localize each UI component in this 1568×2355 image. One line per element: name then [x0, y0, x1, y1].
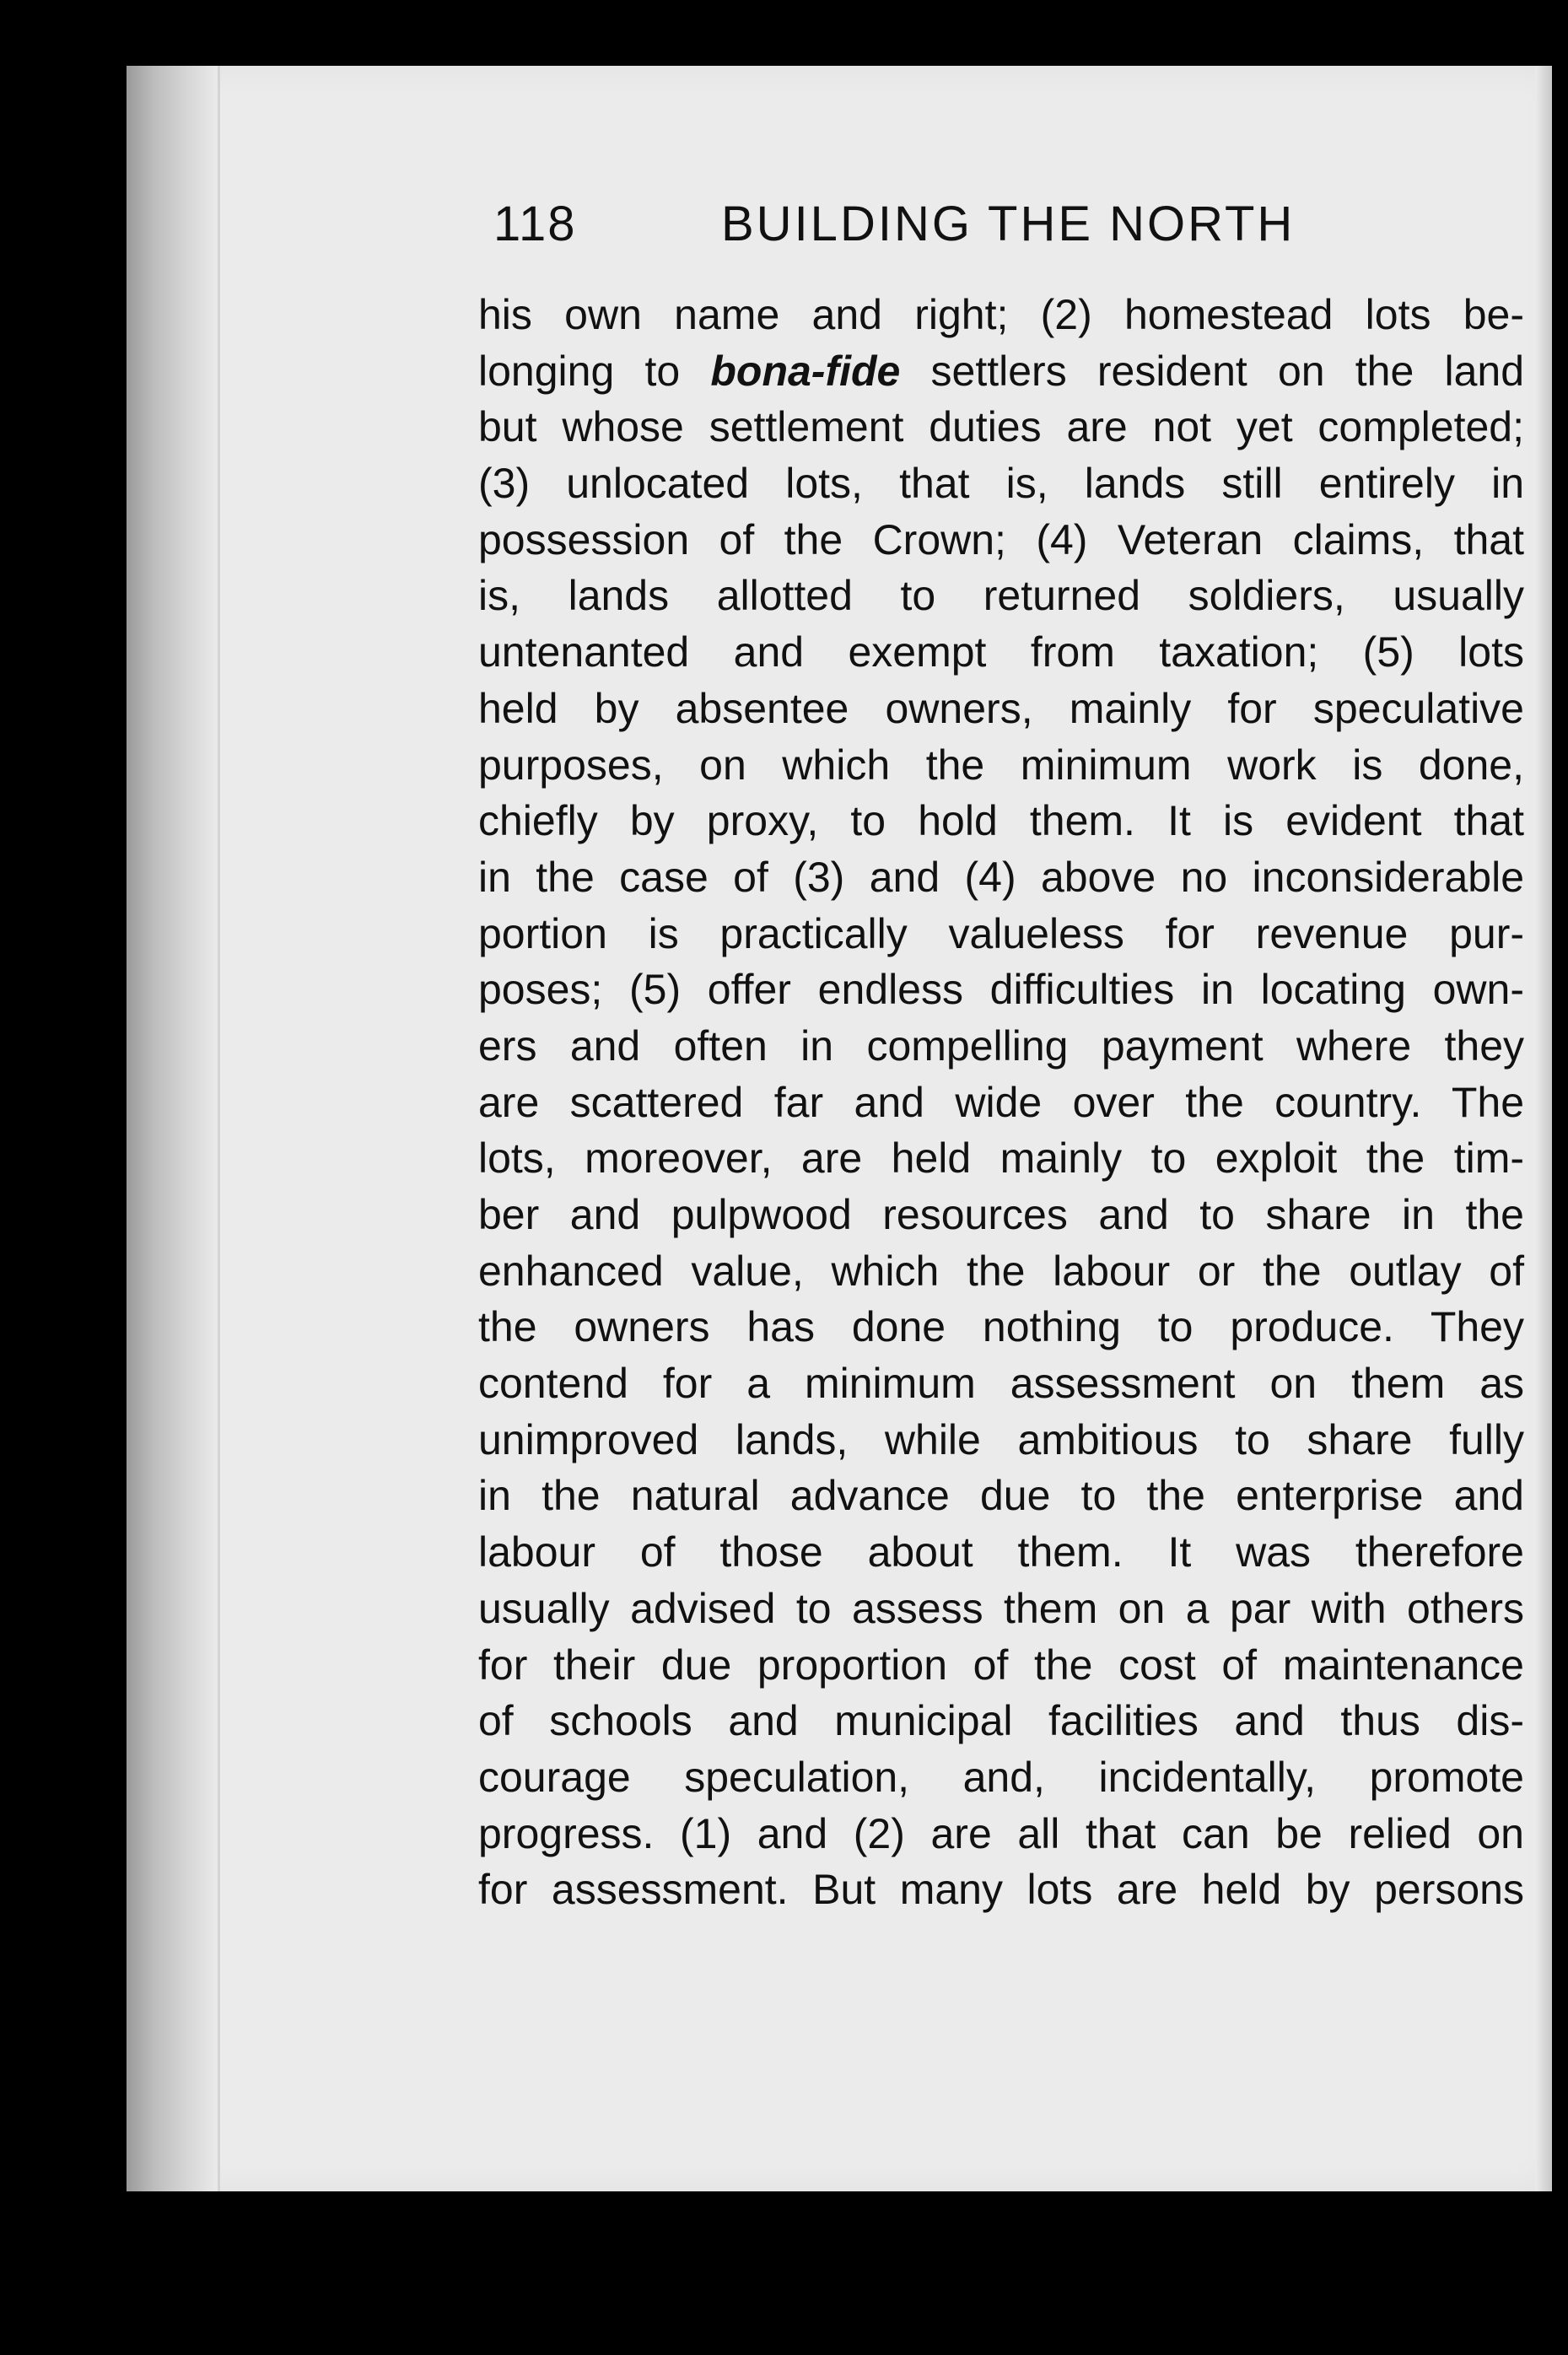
text-line: is, lands allotted to returned soldiers, usually [478, 572, 1524, 620]
page-header [493, 196, 1371, 263]
text-line: labour of those about them. It was therefore [478, 1528, 1524, 1576]
text-line: chiefly by proxy, to hold them. It is evident that [478, 797, 1524, 845]
page-right-edge [1535, 66, 1552, 2191]
text-line: the owners has done nothing to produce. They [478, 1303, 1524, 1351]
text-line: in the case of (3) and (4) above no inconsiderable [478, 853, 1524, 901]
text-line: in the natural advance due to the enterprise and [478, 1472, 1524, 1520]
text-line: poses; (5) offer endless difficulties in locating own- [478, 966, 1524, 1014]
text-line: untenanted and exempt from taxation; (5) lots [478, 628, 1524, 676]
text-line: unimproved lands, while ambitious to share fully [478, 1415, 1524, 1463]
text-line: progress. (1) and (2) are all that can be relied on [478, 1809, 1524, 1857]
text-line: held by absentee owners, mainly for speculative [478, 684, 1524, 732]
text-line: lots, moreover, are held mainly to exploit the tim- [478, 1134, 1524, 1183]
text-line: portion is practically valueless for revenue pur- [478, 909, 1524, 957]
page-gutter-shadow [127, 66, 219, 2191]
italic-term: bona-fide [710, 347, 901, 395]
text-line: of schools and municipal facilities and thus dis- [478, 1697, 1524, 1745]
text-line: usually advised to assess them on a par with others [478, 1584, 1524, 1632]
text-line: ers and often in compelling payment where they [478, 1021, 1524, 1070]
text-segment: longing to [478, 347, 711, 395]
text-line: for assessment. But many lots are held by persons [478, 1866, 1524, 1914]
page-number: 118 [493, 197, 577, 251]
text-line: his own name and right; (2) homestead lots be- [478, 291, 1524, 338]
gutter-fold-line [218, 66, 220, 2191]
body-text [478, 287, 1524, 1918]
running-head: BUILDING THE NORTH [721, 197, 1296, 251]
text-line [478, 343, 1524, 400]
text-line: courage speculation, and, incidentally, promote [478, 1753, 1524, 1801]
text-line: but whose settlement duties are not yet completed; [478, 403, 1524, 451]
text-line: contend for a minimum assessment on them as [478, 1360, 1524, 1408]
text-line: purposes, on which the minimum work is done, [478, 741, 1524, 789]
text-line: for their due proportion of the cost of maintenance [478, 1641, 1524, 1689]
text-line: enhanced value, which the labour or the outlay of [478, 1247, 1524, 1295]
text-line: ber and pulpwood resources and to share in the [478, 1191, 1524, 1238]
text-line: (3) unlocated lots, that is, lands still entirely in [478, 460, 1524, 508]
text-line: are scattered far and wide over the country. The [478, 1078, 1524, 1126]
text-segment: settlers resident on the land [900, 347, 1525, 395]
text-line: possession of the Crown; (4) Veteran claims, that [478, 515, 1524, 563]
